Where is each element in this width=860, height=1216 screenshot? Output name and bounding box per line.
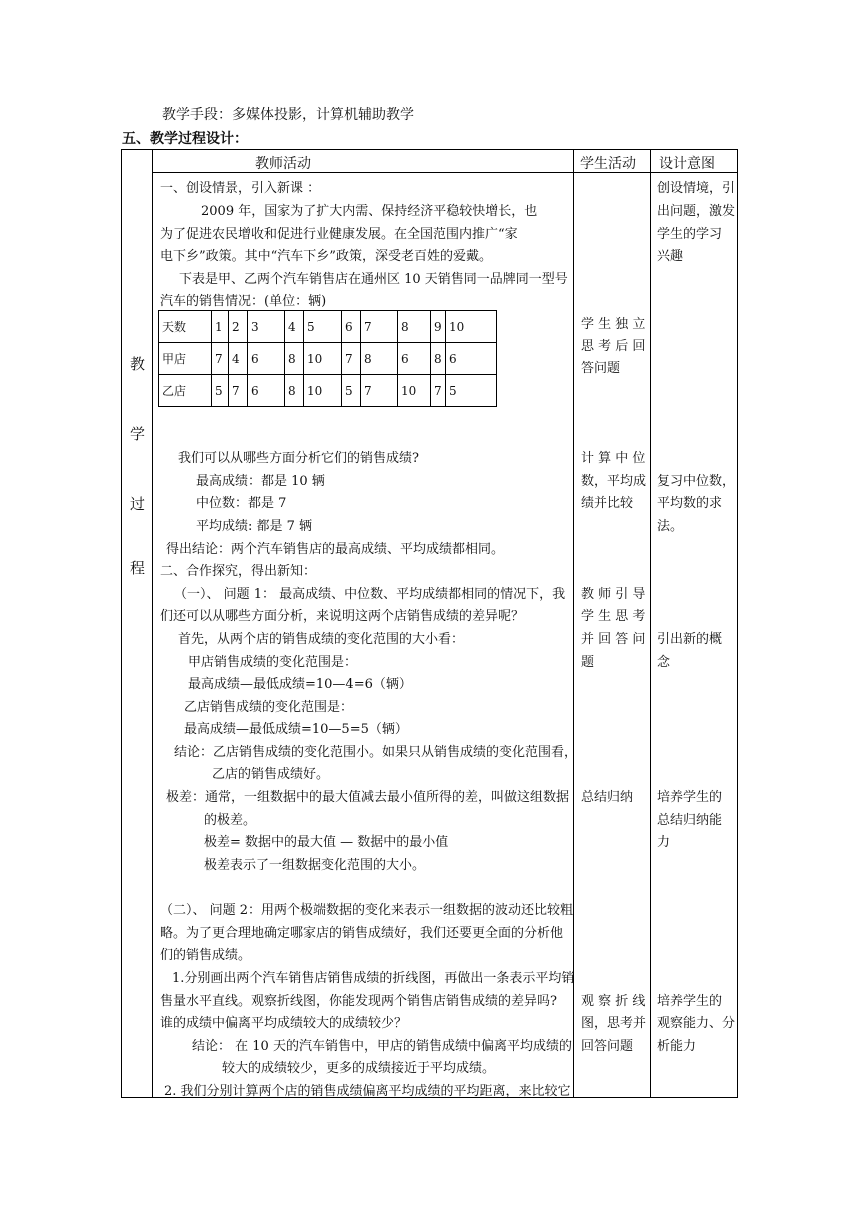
table-cell: 4 — [229, 343, 248, 375]
table-cell: 甲店 — [159, 343, 212, 375]
table-cell: 10 — [304, 375, 342, 407]
student-e-1: 观 察 折 线 — [581, 994, 646, 1009]
teacher-s2: 二、合作探究，得出新知： — [160, 564, 317, 579]
student-c-1: 教 师 引 导 — [581, 587, 646, 602]
table-cell: 7 — [212, 343, 229, 375]
table-cell: 8 — [285, 343, 304, 375]
table-cell: 10 — [446, 311, 497, 343]
table-cell: 10 — [398, 375, 431, 407]
table-cell: 8 — [431, 343, 446, 375]
teacher-s2c: 首先，从两个店的销售成绩的变化范围的大小看： — [178, 632, 465, 647]
teacher-q1a: 最高成绩：都是 10 辆 — [196, 474, 325, 489]
teacher-s2e: 最高成绩—最低成绩=10—4=6（辆） — [188, 677, 412, 692]
student-c-2: 学 生 思 考 — [581, 609, 646, 624]
table-cell: 8 — [398, 311, 431, 343]
teacher-p2b: 为了促进农民增收和促进行业健康发展。在全国范围内推广“家 — [160, 227, 518, 242]
intent-e-2: 观察能力、分 — [657, 1016, 736, 1031]
student-a-1: 学 生 独 立 — [581, 317, 646, 332]
table-cell: 8 — [285, 375, 304, 407]
teacher-p1: 一、创设情景，引入新课 ： — [160, 181, 321, 196]
student-b-2: 数，平均成 — [581, 474, 647, 489]
teacher-s2d: 甲店销售成绩的变化范围是： — [188, 655, 358, 670]
table-cell: 天数 — [159, 311, 212, 343]
teacher-s2i: 乙店的销售成绩好。 — [212, 767, 330, 782]
intent-e-3: 析能力 — [657, 1039, 697, 1054]
intent-c-1: 引出新的概 — [657, 632, 723, 647]
table-cell: 7 — [431, 375, 446, 407]
table-cell: 6 — [398, 343, 431, 375]
teacher-p2a: 2009 年，国家为了扩大内需、保持经济平稳较快增长，也 — [201, 204, 538, 219]
intent-d-3: 力 — [657, 835, 671, 850]
side-label-3: 过 — [130, 495, 146, 513]
student-c-4: 题 — [581, 655, 595, 670]
table-cell: 7 — [361, 311, 398, 343]
table-cell: 7 — [229, 375, 248, 407]
table-cell: 1 — [212, 311, 229, 343]
teacher-t6: 谁的成绩中偏离平均成绩较大的成绩较少？ — [160, 1016, 408, 1031]
teacher-t1: （二）、 问题 2：用两个极端数据的变化来表示一组数据的波动还比较粗 — [160, 903, 574, 918]
table-cell: 5 — [446, 375, 497, 407]
student-a-2: 思 考 后 回 — [581, 339, 646, 354]
student-e-3: 回答问题 — [581, 1039, 634, 1054]
teacher-s2b: 们还可以从哪些方面分析，来说明这两个店销售成绩的差异呢？ — [160, 609, 525, 624]
table-cell: 3 — [248, 311, 285, 343]
student-e-2: 图，思考并 — [581, 1016, 647, 1031]
intent-a-1: 创设情境，引 — [657, 181, 736, 196]
intent-c-2: 念 — [657, 655, 671, 670]
teacher-t8: 较大的成绩较少，更多的成绩接近于平均成绩。 — [222, 1061, 496, 1076]
side-label-2: 学 — [130, 425, 146, 443]
student-b-1: 计 算 中 位 — [581, 451, 646, 466]
header-student: 学生活动 — [580, 156, 636, 172]
teacher-p3a: 下表是甲、乙两个汽车销售店在通州区 10 天销售同一品牌同一型号 — [179, 272, 568, 287]
intent-d-2: 总结归纳能 — [657, 813, 723, 828]
teacher-s2g: 最高成绩—最低成绩=10—5=5（辆） — [184, 722, 408, 737]
student-c-3: 并 回 答 问 — [581, 632, 646, 647]
teacher-s2h: 结论：乙店销售成绩的变化范围小。如果只从销售成绩的变化范围看， — [174, 745, 578, 760]
intent-a-3: 学生的学习 — [657, 227, 723, 242]
table-cell: 5 — [342, 375, 361, 407]
intent-e-1: 培养学生的 — [657, 994, 723, 1009]
table-cell: 5 — [212, 375, 229, 407]
table-cell: 乙店 — [159, 375, 212, 407]
table-cell: 6 — [342, 311, 361, 343]
teacher-q1d: 得出结论：两个汽车销售店的最高成绩、平均成绩都相同。 — [166, 542, 505, 557]
teacher-t4: 1.分别画出两个汽车销售店销售成绩的折线图，再做出一条表示平均销 — [172, 971, 575, 986]
teacher-r3: 极差= 数据中的最大值 — 数据中的最小值 — [204, 835, 449, 850]
table-row — [159, 311, 497, 343]
table-cell: 8 — [361, 343, 398, 375]
table-cell: 6 — [446, 343, 497, 375]
sales-table — [158, 310, 497, 407]
intent-b-3: 法。 — [657, 519, 684, 534]
intent-b-2: 平均数的求 — [657, 496, 723, 511]
table-cell: 6 — [248, 375, 285, 407]
teacher-t3: 们的销售成绩。 — [160, 948, 252, 963]
teacher-q1b: 中位数：都是 7 — [196, 496, 287, 511]
table-cell: 4 — [285, 311, 304, 343]
teacher-t9: 2. 我们分别计算两个店的销售成绩偏离平均成绩的平均距离，来比较它 — [164, 1084, 571, 1099]
intent-b-1: 复习中位数， — [657, 474, 736, 489]
table-cell: 7 — [342, 343, 361, 375]
teacher-s2f: 乙店销售成绩的变化范围是： — [184, 700, 354, 715]
teacher-t5: 售量水平直线。观察折线图，你能发现两个销售店销售成绩的差异吗? — [160, 994, 557, 1009]
intent-a-4: 兴趣 — [657, 249, 684, 264]
teacher-q1: 我们可以从哪些方面分析它们的销售成绩? — [178, 451, 419, 466]
table-cell: 6 — [248, 343, 285, 375]
teacher-t7: 结论： 在 10 天的汽车销售中，甲店的销售成绩中偏离平均成绩的 — [192, 1039, 572, 1054]
table-cell: 10 — [304, 343, 342, 375]
side-label-1: 教 — [130, 355, 146, 373]
header-intent: 设计意图 — [659, 156, 715, 172]
student-a-3: 答问题 — [581, 361, 621, 376]
teacher-q1c: 平均成绩: 都是 7 辆 — [196, 519, 313, 534]
teacher-s2a: （一）、 问题 1： 最高成绩、中位数、平均成绩都相同的情况下，我 — [174, 587, 566, 602]
table-cell: 5 — [304, 311, 342, 343]
table-cell: 7 — [361, 375, 398, 407]
side-label-4: 程 — [130, 559, 146, 577]
table-row — [159, 343, 497, 375]
student-b-3: 绩并比较 — [581, 496, 634, 511]
teacher-r1: 极差：通常，一组数据中的最大值减去最小值所得的差，叫做这组数据 — [166, 790, 570, 805]
student-d-1: 总结归纳 — [581, 790, 634, 805]
table-row — [159, 375, 497, 407]
teacher-p3b: 汽车的销售情况：(单位：辆) — [160, 294, 327, 309]
teacher-r4: 极差表示了一组数据变化范围的大小。 — [204, 858, 426, 873]
intent-a-2: 出问题，激发 — [657, 204, 736, 219]
table-cell: 9 — [431, 311, 446, 343]
teaching-means: 教学手段：多媒体投影，计算机辅助教学 — [162, 107, 414, 123]
section-heading: 五、教学过程设计： — [122, 131, 248, 147]
teacher-r2: 的极差。 — [204, 813, 257, 828]
teacher-p2c: 电下乡”政策。其中“汽车下乡”政策，深受老百姓的爱戴。 — [160, 249, 492, 264]
table-cell: 2 — [229, 311, 248, 343]
teacher-t2: 略。为了更合理地确定哪家店的销售成绩好，我们还要更全面的分析他 — [160, 926, 564, 941]
header-teacher: 教师活动 — [255, 156, 311, 172]
intent-d-1: 培养学生的 — [657, 790, 723, 805]
